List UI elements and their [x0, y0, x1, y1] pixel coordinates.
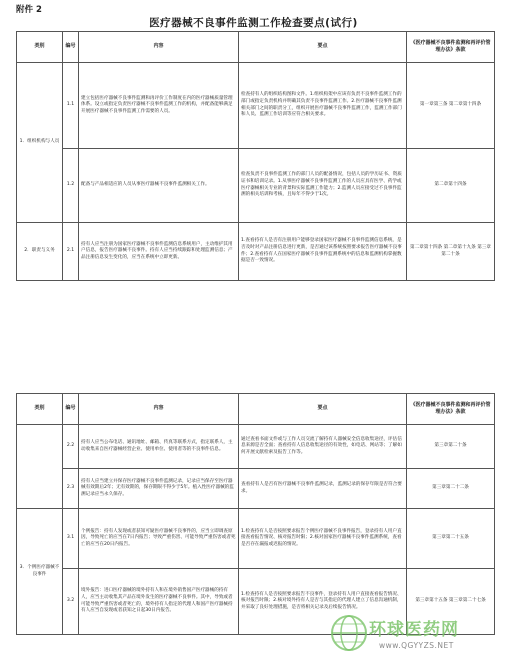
category-cell: 3．个例医疗器械不良事件: [17, 509, 63, 635]
table-row: [17, 63, 495, 149]
points-cell: 通过查看书面文件或与工作人员交流了解持有人器械安全信息收集途径，评估信息来源是否全面；查看持有人信息收集途径的有效性，如电话、网站等；了解如何开展文献检索及报告工作等。: [239, 425, 407, 469]
content-cell: 持有人应当建立并保存医疗器械不良事件监测记录，记录应当保存至医疗器械有效期后2年；无有效期的，保存期限不得少于5年。植入性医疗器械的监测记录应当永久保存。: [79, 469, 239, 509]
table-row: [17, 469, 495, 509]
regulation-cell: 第二章第十四条: [407, 149, 495, 223]
document-title: 医疗器械不良事件监测工作检查要点(试行): [149, 17, 358, 29]
content-cell: 个例报告：持有人发现或者获知可疑医疗器械不良事件的，应当立即调查原因，导致死亡的应当在7日内报告；导致严重伤害、可能导致严重伤害或者死亡的应当在20日内报告。: [79, 509, 239, 569]
table-row: [17, 425, 495, 469]
table-header-row: [17, 394, 495, 425]
regulation-cell: 第三章第二十二条: [407, 469, 495, 509]
inspection-table-part-2: [16, 393, 494, 635]
content-cell: 建立包括医疗器械不良事件监测和再评价工作制度在内的医疗器械质量管理体系。设立或指定负责医疗器械不良事件监测工作的机构，并配备能够满足开展医疗器械不良事件监测工作需要的人员。: [79, 63, 239, 149]
globe-logo-icon: [329, 613, 369, 653]
regulation-cell: 第二章第十四条 第二章第十九条 第三章第二十条: [407, 223, 495, 281]
header-points: 要点: [239, 394, 407, 425]
content-cell: 配备与产品相适应的人员从事医疗器械不良事件监测相关工作。: [79, 149, 239, 223]
points-cell: 检查持有人的组织结构图和文件。1.组织构架中应该有负责不良事件监测工作的部门或指定负责机构并明确其负责不良事件监测工作。2.医疗器械不良事件监测相关部门之间的职责分工，组织开展医疗器械不良事件监测工作，监测工作部门和人员、监测工作培训等应符合相关要求。: [239, 63, 407, 149]
number-cell: 1.1: [63, 63, 79, 149]
table-row: [17, 149, 495, 223]
header-content: 内容: [79, 32, 239, 63]
content-cell: 持有人应当注册为国家医疗器械不良事件监测信息系统用户，主动维护其用户信息，报告医疗器械不良事件。持有人应当持续跟踪和处理监测信息；产品注册信息发生变化的，应当在系统中立即更新。: [79, 223, 239, 281]
regulation-cell: 第三章第二十五条: [407, 509, 495, 569]
number-cell: 2.2: [63, 425, 79, 469]
header-content: 内容: [79, 394, 239, 425]
content-cell: 持有人应当公布电话、通讯地址、邮箱、传真等联系方式，指定联系人，主动收集来自医疗器械经营企业、使用单位、使用者等的不良事件信息。: [79, 425, 239, 469]
header-category: 类别: [17, 32, 63, 63]
attachment-label: 附件 2: [16, 5, 42, 15]
watermark-url: www.QGYYZS.NET: [379, 641, 454, 650]
regulation-cell: 第三章第二十条: [407, 425, 495, 469]
table-row: [17, 509, 495, 569]
table-row: [17, 223, 495, 281]
number-cell: 2.3: [63, 469, 79, 509]
category-cell: [17, 425, 63, 509]
inspection-table-part-1: [16, 31, 494, 281]
points-cell: 1.检查持有人是否按照要求报告不良事件，登录持有人用户直接查看报告情况、核对报告时限；2.核对境外持有人是否与其指定的代理人建立了信息沟通机制，并采取了良好处理措施，是否将相关记录及后续报告情况。: [239, 569, 407, 635]
table-header-row: [17, 32, 495, 63]
header-category: 类别: [17, 394, 63, 425]
number-cell: 3.1: [63, 509, 79, 569]
regulation-cell: 第三章第十五条 第三章第二十七条: [407, 569, 495, 635]
category-cell: 2．职责与义务: [17, 223, 63, 281]
header-regulation: 《医疗器械不良事件监测和再评价管理办法》条款: [407, 32, 495, 63]
header-points: 要点: [239, 32, 407, 63]
points-cell: 1.检查持有人是否按照要求报告个例医疗器械不良事件报告，登录持有人用户直接查看报告情况、核对报告时限；2.核对国家医疗器械不良事件监测系统，查看是否存在漏报或迟报的情况。: [239, 509, 407, 569]
site-watermark: [327, 609, 497, 665]
header-number: 编号: [63, 32, 79, 63]
number-cell: 3.2: [63, 569, 79, 635]
watermark-brand: 环球医药网: [369, 620, 459, 640]
content-cell: 境外报告：进口医疗器械的境外持有人和在境外销售国产医疗器械的持有人，应当主动收集其产品在境外发生的医疗器械不良事件。其中，导致或者可能导致严重伤害或者死亡的，境外持有人指定的代理人和国产医疗器械持有人应当自发现或者获知之日起30日内报告。: [79, 569, 239, 635]
number-cell: 2.1: [63, 223, 79, 281]
points-cell: 1.查看持有人是否有注册用户能够登录国家医疗器械不良事件监测信息系统，是否及时对产品注册信息进行更新，是否通过该系统按照要求报告医疗器械不良事件；2.查看持有人在国家医疗器械不良事件监测系统中的信息和监测机构掌握数据是否一致情况。: [239, 223, 407, 281]
number-cell: 1.2: [63, 149, 79, 223]
regulation-cell: 第一章第三条 第二章第十四条: [407, 63, 495, 149]
header-number: 编号: [63, 394, 79, 425]
header-regulation: 《医疗器械不良事件监测和再评价管理办法》条款: [407, 394, 495, 425]
category-cell: 1．组织机构与人员: [17, 63, 63, 223]
points-cell: 查看持有人是否有医疗器械不良事件监测记录，监测记录的保存年限是否符合要求。: [239, 469, 407, 509]
points-cell: 检查负责不良事件监测工作的部门人员的配备情况，包括人员的学历证书、资质证书和培训记录。1.从事医疗器械不良事件监测工作的人员应具有医学、药学或医疗器械相关专业的背景和实际监测工作能力；2.监测人员应接受过不良事件监测的相关培训和考核，且每年不得少于1次。: [239, 149, 407, 223]
